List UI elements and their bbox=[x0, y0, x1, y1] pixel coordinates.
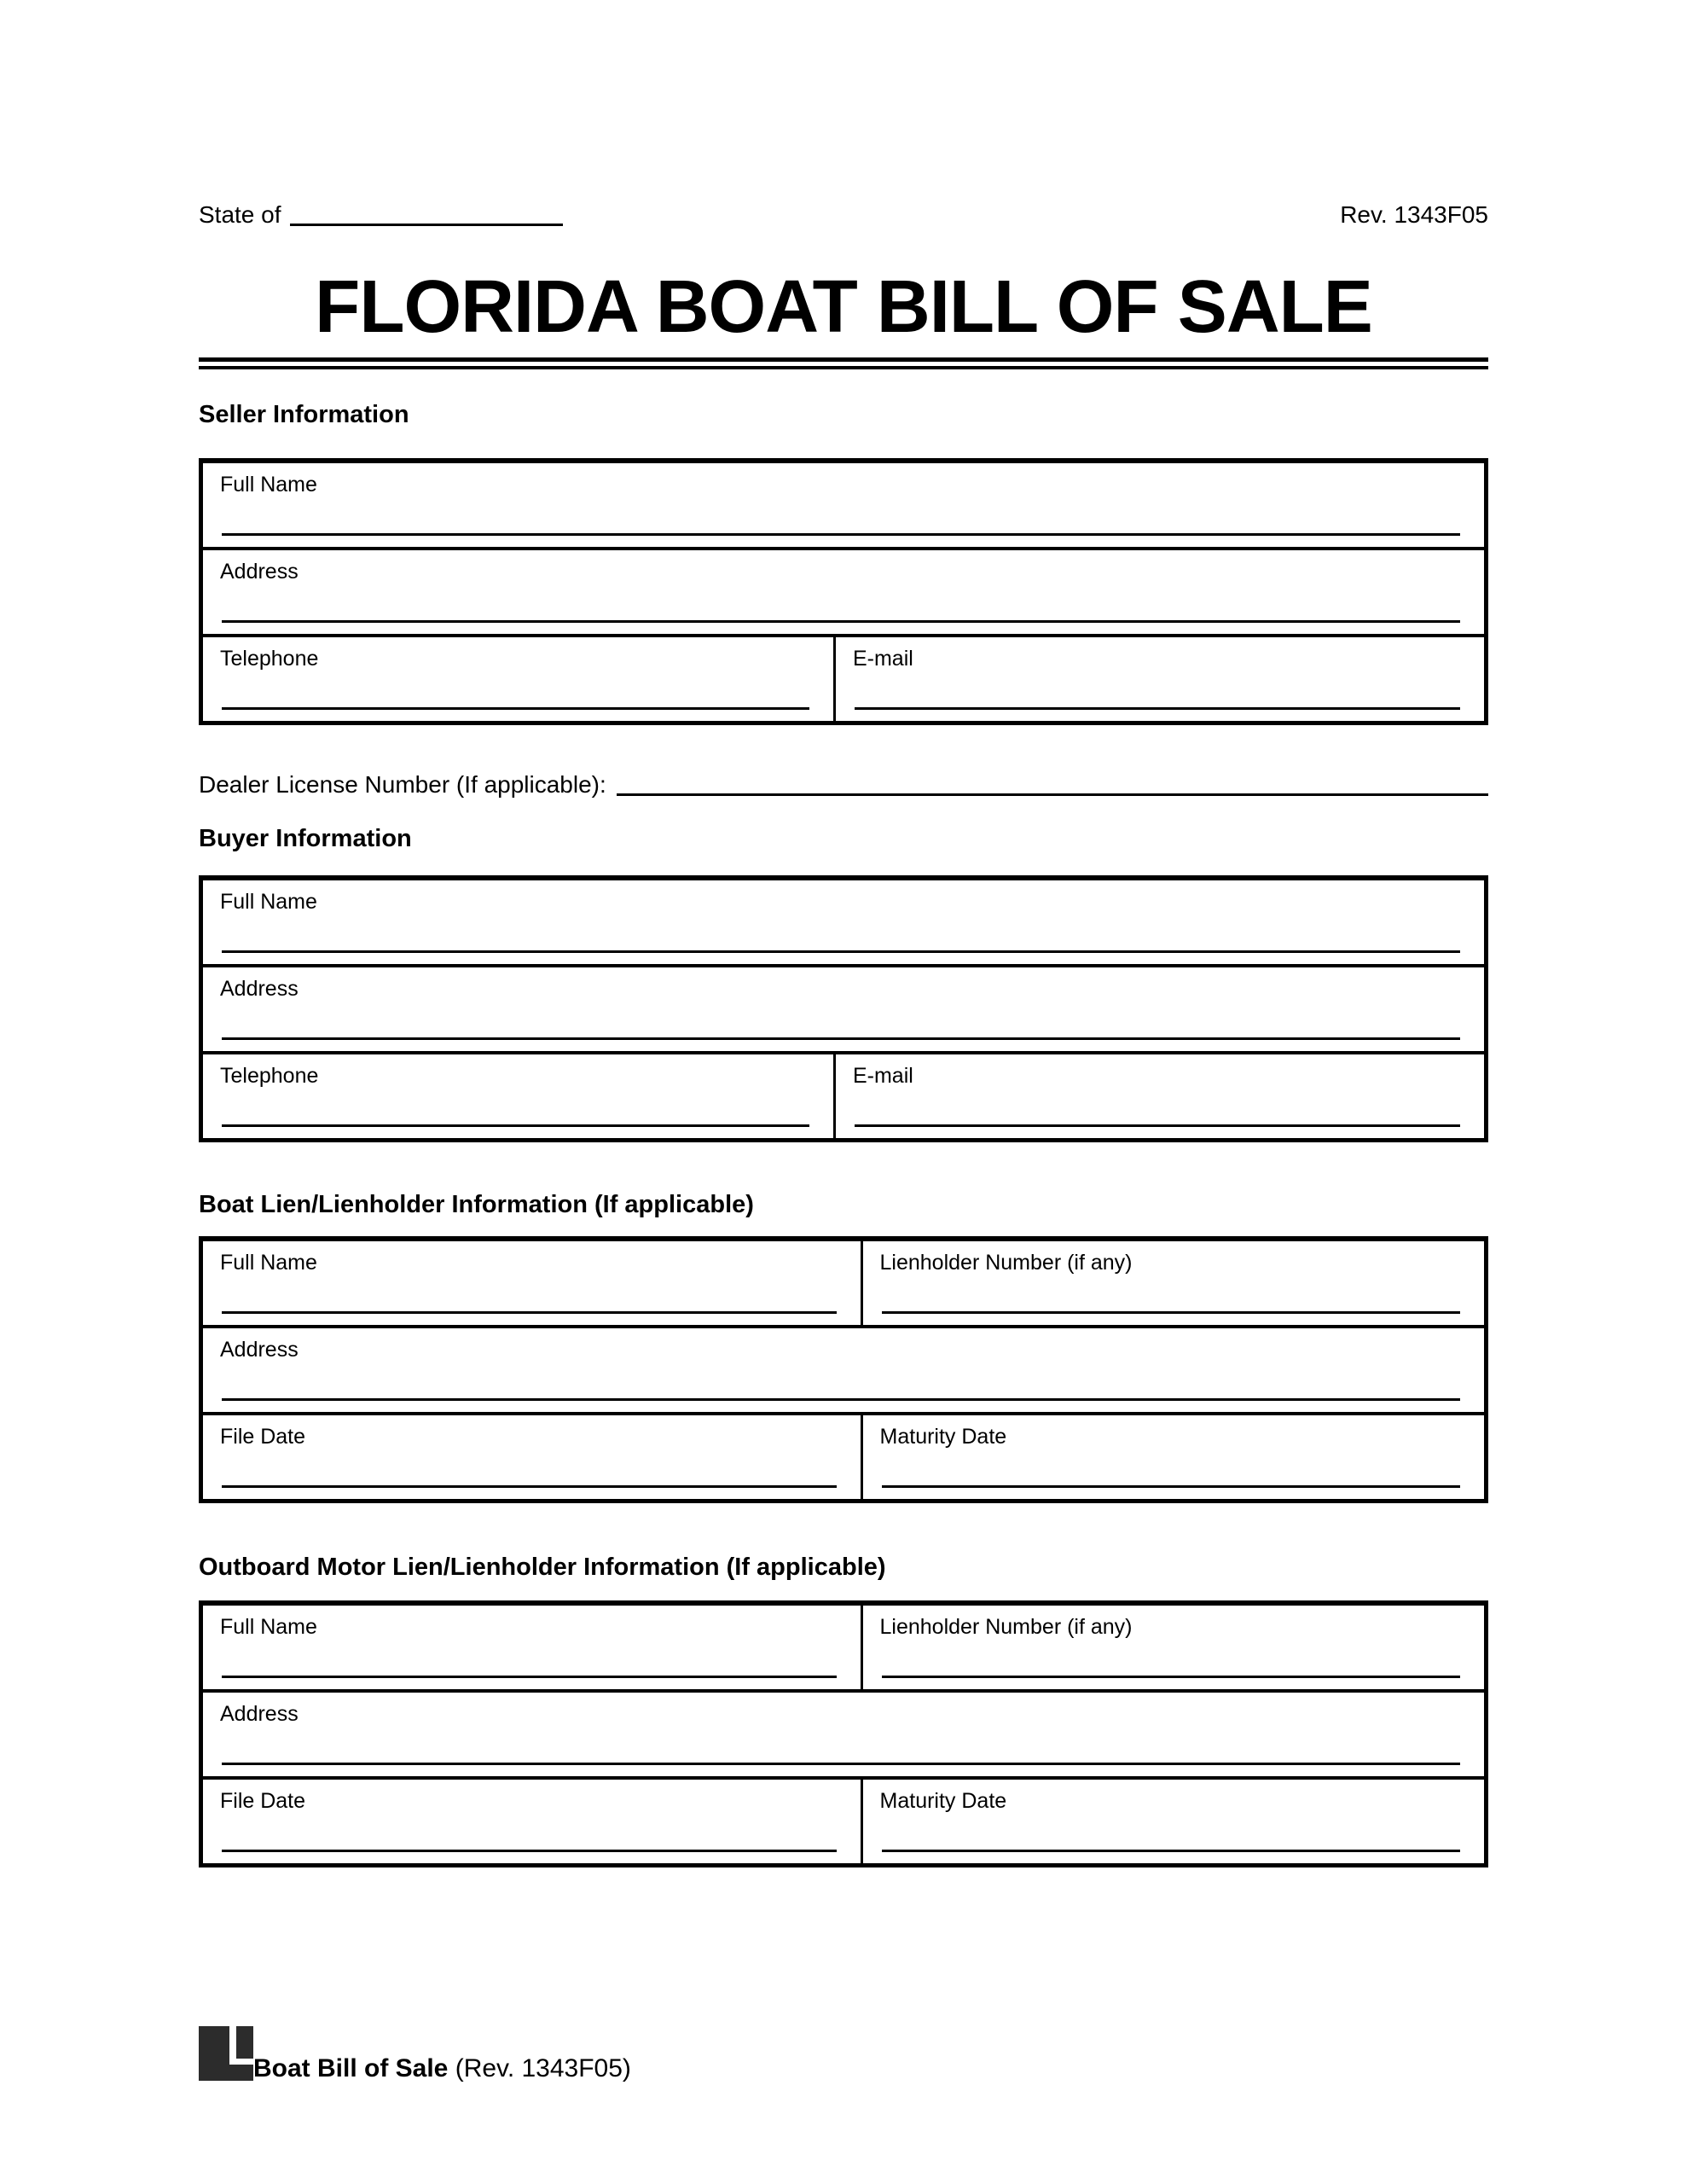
boat-lien-table bbox=[199, 1236, 1488, 1503]
boat-lien-number-cell bbox=[861, 1241, 1484, 1325]
outboard-lien-maturity-date-input[interactable] bbox=[882, 1850, 1460, 1852]
buyer-contact-row bbox=[203, 1051, 1484, 1138]
boat-lien-address-input[interactable] bbox=[222, 1398, 1460, 1401]
boat-lien-dates-row bbox=[203, 1412, 1484, 1499]
buyer-full-name-row bbox=[203, 880, 1484, 964]
seller-address-row bbox=[203, 547, 1484, 634]
boat-lien-address-row bbox=[203, 1325, 1484, 1412]
boat-lien-address-label: Address bbox=[220, 1338, 299, 1362]
outboard-lien-file-date-input[interactable] bbox=[222, 1850, 837, 1852]
seller-section-heading: Seller Information bbox=[199, 401, 409, 428]
boat-lien-maturity-date-input[interactable] bbox=[882, 1485, 1460, 1488]
boat-lien-file-date-label: File Date bbox=[220, 1425, 306, 1449]
outboard-lien-number-cell bbox=[861, 1606, 1484, 1689]
state-of-line bbox=[199, 200, 563, 230]
boat-lien-full-name-input[interactable] bbox=[222, 1311, 837, 1314]
seller-contact-row bbox=[203, 634, 1484, 721]
dealer-license-input[interactable] bbox=[617, 793, 1488, 796]
seller-full-name-label: Full Name bbox=[220, 473, 317, 497]
seller-full-name-row bbox=[203, 463, 1484, 547]
buyer-telephone-label: Telephone bbox=[220, 1064, 319, 1088]
buyer-email-cell bbox=[833, 1054, 1484, 1138]
seller-telephone-cell bbox=[203, 637, 833, 721]
seller-telephone-label: Telephone bbox=[220, 647, 319, 671]
outboard-lien-maturity-date-label: Maturity Date bbox=[879, 1789, 1007, 1813]
buyer-address-label: Address bbox=[220, 977, 299, 1001]
seller-telephone-input[interactable] bbox=[222, 707, 809, 710]
footer-doc-rev: (Rev. 1343F05) bbox=[448, 2054, 631, 2082]
outboard-lien-number-input[interactable] bbox=[882, 1676, 1460, 1678]
outboard-lien-file-date-cell bbox=[203, 1780, 861, 1863]
boat-lien-full-name-cell bbox=[203, 1241, 861, 1325]
buyer-section-heading: Buyer Information bbox=[199, 825, 412, 852]
outboard-lien-file-date-label: File Date bbox=[220, 1789, 306, 1813]
seller-email-input[interactable] bbox=[855, 707, 1460, 710]
revision-label: Rev. 1343F05 bbox=[1340, 201, 1488, 228]
outboard-lien-table bbox=[199, 1600, 1488, 1867]
boat-lien-file-date-cell bbox=[203, 1415, 861, 1499]
boat-lien-section-heading: Boat Lien/Lienholder Information (If applicable) bbox=[199, 1191, 754, 1218]
outboard-lien-name-row bbox=[203, 1606, 1484, 1689]
top-bar bbox=[199, 0, 1488, 230]
dealer-license-label: Dealer License Number (If applicable): bbox=[199, 771, 606, 798]
buyer-full-name-input[interactable] bbox=[222, 950, 1460, 953]
outboard-lien-full-name-cell bbox=[203, 1606, 861, 1689]
buyer-email-label: E-mail bbox=[852, 1064, 913, 1088]
buyer-full-name-label: Full Name bbox=[220, 890, 317, 914]
footer bbox=[199, 2026, 1488, 2081]
outboard-lien-full-name-label: Full Name bbox=[220, 1615, 317, 1639]
buyer-email-input[interactable] bbox=[855, 1124, 1460, 1127]
boat-lien-maturity-date-label: Maturity Date bbox=[879, 1425, 1007, 1449]
boat-lien-number-label: Lienholder Number (if any) bbox=[879, 1251, 1133, 1275]
seller-table bbox=[199, 458, 1488, 725]
outboard-lien-dates-row bbox=[203, 1776, 1484, 1863]
outboard-lien-number-label: Lienholder Number (if any) bbox=[879, 1615, 1133, 1639]
dealer-license-line bbox=[199, 770, 1488, 800]
boat-lien-name-row bbox=[203, 1241, 1484, 1325]
seller-address-input[interactable] bbox=[222, 620, 1460, 623]
boat-lien-file-date-input[interactable] bbox=[222, 1485, 837, 1488]
seller-full-name-input[interactable] bbox=[222, 533, 1460, 536]
buyer-address-input[interactable] bbox=[222, 1037, 1460, 1040]
seller-email-label: E-mail bbox=[852, 647, 913, 671]
state-of-input[interactable] bbox=[290, 224, 563, 226]
page-title: FLORIDA BOAT BILL OF SALE bbox=[315, 265, 1372, 348]
footer-doc-title-bold: Boat Bill of Sale bbox=[253, 2054, 449, 2082]
outboard-lien-maturity-date-cell bbox=[861, 1780, 1484, 1863]
footer-doc-title bbox=[253, 2055, 631, 2082]
buyer-telephone-input[interactable] bbox=[222, 1124, 809, 1127]
state-of-label: State of bbox=[199, 201, 281, 228]
seller-address-label: Address bbox=[220, 560, 299, 584]
outboard-lien-address-row bbox=[203, 1689, 1484, 1776]
boat-lien-maturity-date-cell bbox=[861, 1415, 1484, 1499]
buyer-telephone-cell bbox=[203, 1054, 833, 1138]
boat-lien-full-name-label: Full Name bbox=[220, 1251, 317, 1275]
seller-email-cell bbox=[833, 637, 1484, 721]
legal-templates-logo-icon bbox=[199, 2026, 253, 2081]
buyer-table bbox=[199, 875, 1488, 1142]
outboard-lien-address-input[interactable] bbox=[222, 1763, 1460, 1765]
outboard-lien-full-name-input[interactable] bbox=[222, 1676, 837, 1678]
outboard-lien-address-label: Address bbox=[220, 1702, 299, 1726]
buyer-address-row bbox=[203, 964, 1484, 1051]
title-double-rule bbox=[199, 357, 1488, 369]
outboard-lien-section-heading: Outboard Motor Lien/Lienholder Information (If applicable) bbox=[199, 1554, 886, 1581]
boat-lien-number-input[interactable] bbox=[882, 1311, 1460, 1314]
